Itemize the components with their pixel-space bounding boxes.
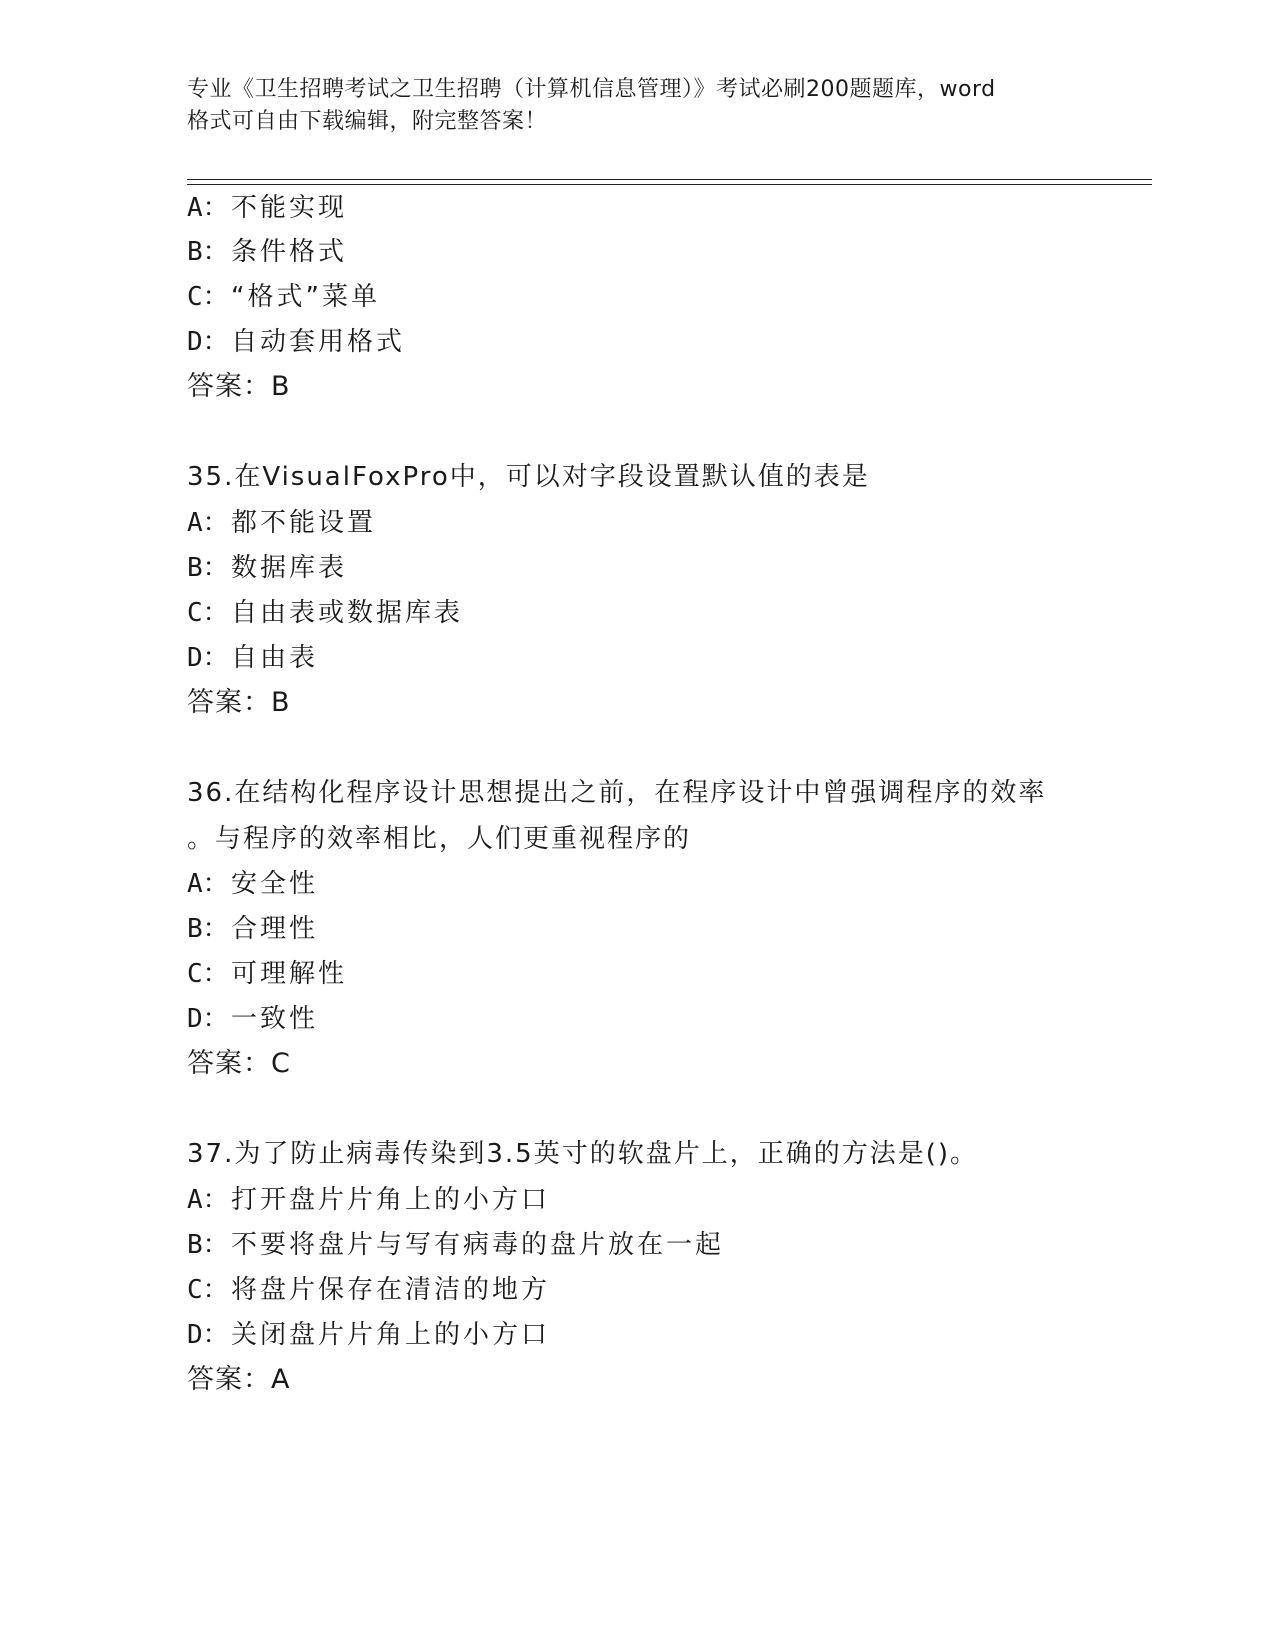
option-text: 打开盘片片角上的小方口 — [231, 1185, 551, 1215]
q37-option-b — [187, 1228, 724, 1262]
q34-option-d — [187, 325, 405, 359]
q37-answer: 答案：A — [187, 1364, 291, 1395]
q35-option-c — [187, 596, 463, 630]
header-line-1: 专业《卫生招聘考试之卫生招聘（计算机信息管理）》考试必刷200题题库，word — [187, 77, 996, 102]
q34-answer: 答案：B — [187, 371, 291, 402]
option-letter: B： — [187, 1230, 229, 1260]
option-text: 安全性 — [231, 869, 319, 899]
q35-option-d — [187, 641, 318, 675]
q34-option-a — [187, 191, 347, 225]
q35-option-b — [187, 551, 347, 585]
option-text: 合理性 — [231, 914, 319, 944]
option-text: “格式”菜单 — [231, 282, 380, 312]
document-header — [187, 74, 1087, 138]
option-letter: A： — [187, 193, 229, 223]
q36-option-d — [187, 1002, 318, 1036]
option-text: 条件格式 — [231, 237, 348, 267]
option-letter: B： — [187, 237, 229, 267]
q37-option-d — [187, 1318, 550, 1352]
option-letter: C： — [187, 282, 229, 312]
option-letter: D： — [187, 1004, 229, 1034]
q36-option-b — [187, 912, 318, 946]
option-text: 可理解性 — [231, 959, 348, 989]
option-letter: B： — [187, 553, 229, 583]
option-letter: B： — [187, 914, 229, 944]
q35-stem: 35.在VisualFoxPro中，可以对字段设置默认值的表是 — [187, 462, 870, 492]
option-text: 自动套用格式 — [231, 327, 406, 357]
q36-option-c — [187, 957, 347, 991]
option-text: 关闭盘片片角上的小方口 — [231, 1320, 551, 1350]
option-letter: D： — [187, 643, 229, 673]
option-letter: A： — [187, 1185, 229, 1215]
option-text: 自由表 — [231, 643, 319, 673]
q36-stem-line-2: 。与程序的效率相比，人们更重视程序的 — [187, 824, 692, 854]
option-letter: D： — [187, 327, 229, 357]
q36-option-a — [187, 867, 318, 901]
q34-option-b — [187, 235, 347, 269]
option-letter: C： — [187, 598, 229, 628]
option-text: 不要将盘片与写有病毒的盘片放在一起 — [231, 1230, 725, 1260]
option-letter: C： — [187, 959, 229, 989]
q35-answer: 答案：B — [187, 687, 291, 718]
option-letter: D： — [187, 1320, 229, 1350]
q36-answer: 答案：C — [187, 1048, 291, 1079]
option-letter: A： — [187, 869, 229, 899]
q35-option-a — [187, 506, 376, 540]
q37-option-a — [187, 1183, 550, 1217]
option-letter: A： — [187, 508, 229, 538]
q37-option-c — [187, 1273, 550, 1307]
option-letter: C： — [187, 1275, 229, 1305]
option-text: 不能实现 — [231, 193, 348, 223]
option-text: 数据库表 — [231, 553, 348, 583]
option-text: 一致性 — [231, 1004, 319, 1034]
header-divider-bottom — [187, 184, 1152, 185]
header-line-2: 格式可自由下载编辑，附完整答案！ — [187, 109, 548, 134]
q36-stem-line-1: 36.在结构化程序设计思想提出之前，在程序设计中曾强调程序的效率 — [187, 778, 1047, 808]
header-divider-top — [187, 179, 1152, 180]
option-text: 将盘片保存在清洁的地方 — [231, 1275, 551, 1305]
option-text: 自由表或数据库表 — [231, 598, 464, 628]
option-text: 都不能设置 — [231, 508, 377, 538]
q37-stem: 37.为了防止病毒传染到3.5英寸的软盘片上，正确的方法是()。 — [187, 1139, 978, 1169]
q34-option-c — [187, 280, 380, 314]
